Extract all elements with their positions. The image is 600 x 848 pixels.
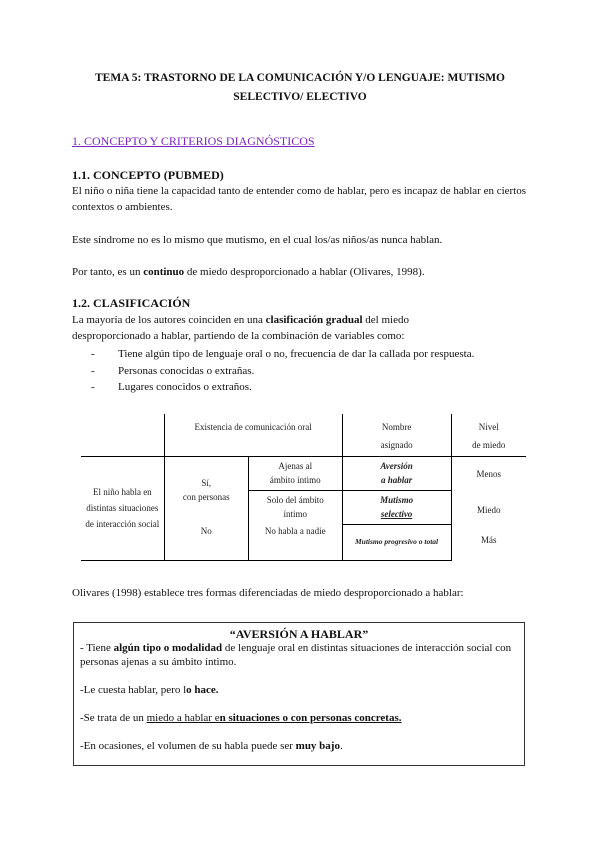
section-heading-concepto: 1. CONCEPTO Y CRITERIOS DIAGNÓSTICOS: [72, 134, 315, 148]
list-item: - Personas conocidas o extrañas.: [72, 363, 474, 380]
paragraph-olivares: Olivares (1998) establece tres formas diferenciadas de miedo desproporcionado a hablar:: [72, 587, 464, 599]
table-header-nivel: Nivel de miedo: [472, 422, 506, 450]
table-cell-aversion: Aversión a hablar: [342, 456, 451, 490]
paragraph-concepto-3: Por tanto, es un continuo de miedo desproporcionado a hablar (Olivares, 1998).: [72, 266, 425, 278]
box-line-4: -En ocasiones, el volumen de su habla puede ser muy bajo.: [80, 740, 343, 752]
table-cell-si: Sí, con personas: [164, 456, 248, 524]
box-line-1: - Tiene algún tipo o modalidad de lenguaje oral en distintas situaciones de interacción social con personas ajenas a su ámbito íntimo.: [80, 642, 512, 668]
box-line-3: -Se trata de un miedo a hablar en situaciones o con personas concretas.: [80, 712, 402, 724]
table-header-existencia: Existencia de comunicación oral: [164, 414, 342, 456]
paragraph-clasificacion: La mayoría de los autores coinciden en una clasificación gradual del miedo desproporcionado a hablar, partiendo de la combinación de variables como:: [72, 314, 409, 342]
level-miedo: Miedo: [477, 504, 501, 515]
bullet-list: [72, 346, 474, 396]
box-title: “AVERSIÓN A HABLAR”: [229, 627, 369, 641]
classification-table: [81, 414, 526, 561]
table-cell-no-habla: No habla a nadie: [248, 524, 342, 560]
table-cell-ajenas: Ajenas al ámbito íntimo: [248, 456, 342, 490]
table-cell-mutismo-selectivo: Mutismo selectivo: [342, 490, 451, 524]
table-cell-mutismo-progresivo: Mutismo progresivo o total: [342, 524, 451, 560]
table-cell-nivel-scale: [451, 456, 526, 560]
table-cell-solo-intimo: Solo del ámbito íntimo: [248, 490, 342, 524]
table-cell-no: No: [164, 524, 248, 560]
level-mas: Más: [481, 534, 497, 545]
paragraph-concepto-2: Este síndrome no es lo mismo que mutismo, en el cual los/as niños/as nunca hablan.: [72, 234, 443, 246]
level-menos: Menos: [476, 468, 502, 479]
list-item: - Tiene algún tipo de lenguaje oral o no, frecuencia de dar la callada por respuesta.: [72, 346, 474, 363]
list-item: - Lugares conocidos o extraños.: [72, 379, 474, 396]
table-header-nombre: Nombre asignado: [342, 414, 451, 456]
aversion-box: [73, 622, 525, 766]
subheading-concepto: 1.1. CONCEPTO (PUBMED): [72, 168, 224, 182]
document-title: TEMA 5: TRASTORNO DE LA COMUNICACIÓN Y/O LENGUAJE: MUTISMO SELECTIVO/ ELECTIVO: [95, 72, 505, 103]
box-line-2: -Le cuesta hablar, pero lo hace.: [80, 684, 219, 696]
table-corner-cell: [81, 414, 164, 456]
paragraph-concepto-1: El niño o niña tiene la capacidad tanto de entender como de hablar, pero es incapaz de hablar en ciertos contextos o ambientes.: [72, 185, 527, 213]
subheading-clasificacion: 1.2. CLASIFICACIÓN: [72, 296, 191, 310]
table-row-label: El niño habla en distintas situaciones de interacción social: [81, 456, 164, 560]
